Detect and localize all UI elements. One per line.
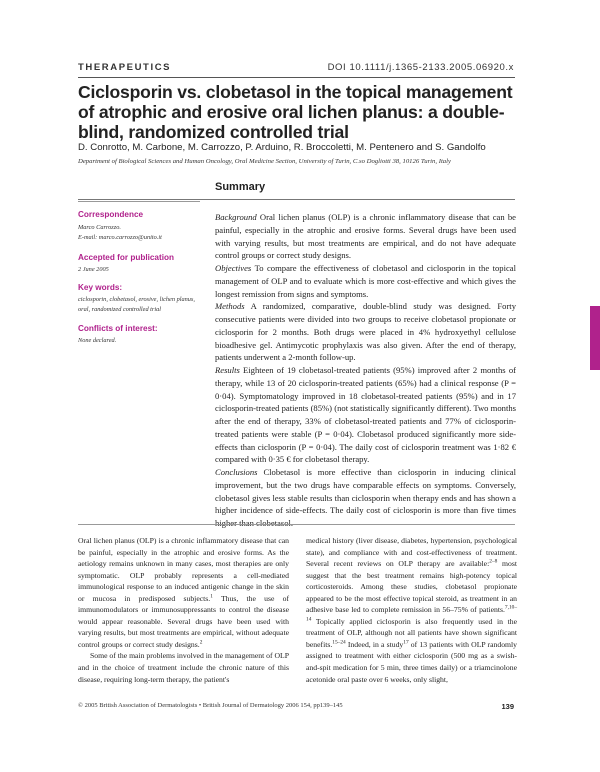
body-left-column <box>78 535 289 685</box>
authors: D. Conrotto, M. Carbone, M. Carrozzo, P. Arduino, R. Broccoletti, M. Pentenero and S. Gandolfo <box>78 142 486 153</box>
body-right-column <box>306 535 517 685</box>
abstract-results <box>215 364 516 466</box>
conflicts-heading: Conflicts of interest: <box>78 324 158 333</box>
background-label: Background <box>215 212 257 222</box>
section-tab-marker <box>590 306 600 370</box>
page-number: 139 <box>501 702 514 711</box>
abstract-objectives <box>215 262 516 300</box>
section-label: THERAPEUTICS <box>78 62 172 73</box>
body-text: Some of the main problems involved in the management of OLP and in the choice of treatment include the chronic nature of this disease, requiring long-term therapy, the patient's <box>78 651 289 684</box>
body-paragraph <box>78 535 289 650</box>
body-text: Topically applied ciclosporin is also frequently used in the treatment of OLP, although not all patients have shown significant benefits. <box>306 616 517 649</box>
body-text: Indeed, in a study <box>345 639 404 649</box>
abstract <box>215 211 516 530</box>
footer-copyright: © 2005 British Association of Dermatologists • British Journal of Dermatology 2006 154, pp139–145 <box>78 702 343 709</box>
correspondence-name: Marco Carrozzo. <box>78 224 121 231</box>
methods-label: Methods <box>215 301 245 312</box>
body-divider <box>78 524 515 525</box>
body-paragraph <box>306 535 517 685</box>
accepted-heading: Accepted for publication <box>78 253 174 262</box>
citation-ref[interactable]: 1 <box>210 593 213 600</box>
doi[interactable]: DOI 10.1111/j.1365-2133.2005.06920.x <box>327 62 514 73</box>
sidebar-divider <box>78 201 200 202</box>
results-text: Eighteen of 19 clobetasol-treated patients (95%) improved after 2 months of therapy, while 13 of 20 ciclosporin-treated patients (65%) had a clinical response (P = 0·04). Symptomatology improved in 18 clobetasol-treated patients (95%) and in 17 ciclosporin-treated patients (85%) (not statistically significantly different). Two months after the end of therapy, 33% of clobetasol-treated patients and 77% of ciclosporin-treated patients were stable (P = 0·04). Clobetasol produced significantly more side-effects than ciclosporin (P = 0·04). The daily cost of ciclosporin treatment was 1·82 € compared with 0·35 € for clobetasol therapy. <box>215 365 516 465</box>
abstract-background <box>215 211 516 262</box>
results-label: Results <box>215 365 240 375</box>
affiliation: Department of Biological Sciences and Human Oncology, Oral Medicine Section, University of Turin, C.so Dogliotti 38, 10126 Turin, Italy <box>78 158 451 165</box>
methods-text: A randomized, comparative, double-blind study was designed. Forty consecutive patients were divided into two groups to receive clobetasol propionate or ciclosporin for 2 months. Both drugs were placed in 4% hydroxyethyl cellulose bioadhesive gel. Antimycotic prophylaxis was also given. After the end of therapy, patients underwent a 2-month follow-up. <box>215 301 516 363</box>
conflicts-text: None declared. <box>78 337 117 344</box>
keywords-text: ciclosporin, clobetasol, erosive, lichen planus, oral, randomized controlled trial <box>78 296 195 313</box>
objectives-label: Objectives <box>215 263 252 273</box>
body-text: most suggest that the best treatment remains high-potency topical corticosteroids. Among these studies, clobetasol propionate appeared to be the most effective topical steroid, as treatment in an adhesive base led to complete remission in 56–75% of patients. <box>306 559 517 615</box>
summary-heading: Summary <box>215 181 266 193</box>
citation-ref[interactable]: 2–8 <box>489 558 498 565</box>
header-divider <box>78 77 515 78</box>
citation-ref[interactable]: 7,10–14 <box>306 604 517 623</box>
keywords-heading: Key words: <box>78 283 123 292</box>
objectives-text: To compare the effectiveness of clobetasol and ciclosporin in the topical management of OLP and to evaluate which is more cost-effective and which gives the longest remission from signs and symptoms. <box>215 263 517 299</box>
article-title: Ciclosporin vs. clobetasol in the topical management of atrophic and erosive oral lichen planus: a double-blind, randomized controlled trial <box>78 82 513 142</box>
correspondence-heading: Correspondence <box>78 210 144 219</box>
body-text: of 13 patients with OLP randomly assigned to treatment with either ciclosporin (500 mg as a swish-and-spit medication for 5 min, three times daily) or a triamcinolone acetonide oral paste over 6 weeks, only slight, <box>306 639 518 684</box>
conclusions-label: Conclusions <box>215 467 258 477</box>
citation-ref[interactable]: 17 <box>403 639 409 646</box>
accepted-date: 2 June 2005 <box>78 266 109 273</box>
conclusions-text: Clobetasol is more effective than ciclosporin in inducing clinical improvement, but the two drugs have comparable effects on symptoms. Conversely, clobetasol gives less stable results than ciclosporin when therapy ends and has shown a higher incidence of side-effects. The daily cost of ciclosporin is more than five times higher than clobetasol. <box>215 467 516 528</box>
body-text: medical history (liver disease, diabetes, hypertension, psychological state), and compliance with and cost-effectiveness of treatment. Several recent reviews on OLP therapy are available: <box>306 536 517 569</box>
body-paragraph <box>78 650 289 685</box>
background-text: Oral lichen planus (OLP) is a chronic inflammatory disease that can be painful, especially in the atrophic and erosive forms. Several drugs have been used with varying results, but most treatments are empirical, and do not have adequate control groups or correct study designs. <box>215 212 516 261</box>
body-text: Oral lichen planus (OLP) is a chronic inflammatory disease that can be painful, especially in the atrophic and erosive forms. As the aetiology remains unknown in many cases, most therapies are only symptomatic. OLP probably represents a cell-mediated immunological response to an induced antigenic change in the skin or mucosa in predisposed subjects. <box>78 536 289 603</box>
correspondence-email[interactable]: E-mail: marco.carrozzo@unito.it <box>78 234 162 241</box>
abstract-methods <box>215 300 516 364</box>
abstract-conclusions <box>215 466 516 530</box>
citation-ref[interactable]: 15–24 <box>332 639 346 646</box>
body-text: Thus, the use of immunomodulators or immunosuppressants to control the disease would appear reasonable. Several drugs have been used with varying results, but most treatments are empirical, without adequate control groups or correct study designs. <box>78 593 290 649</box>
summary-divider <box>78 199 515 200</box>
citation-ref[interactable]: 2 <box>199 639 203 646</box>
